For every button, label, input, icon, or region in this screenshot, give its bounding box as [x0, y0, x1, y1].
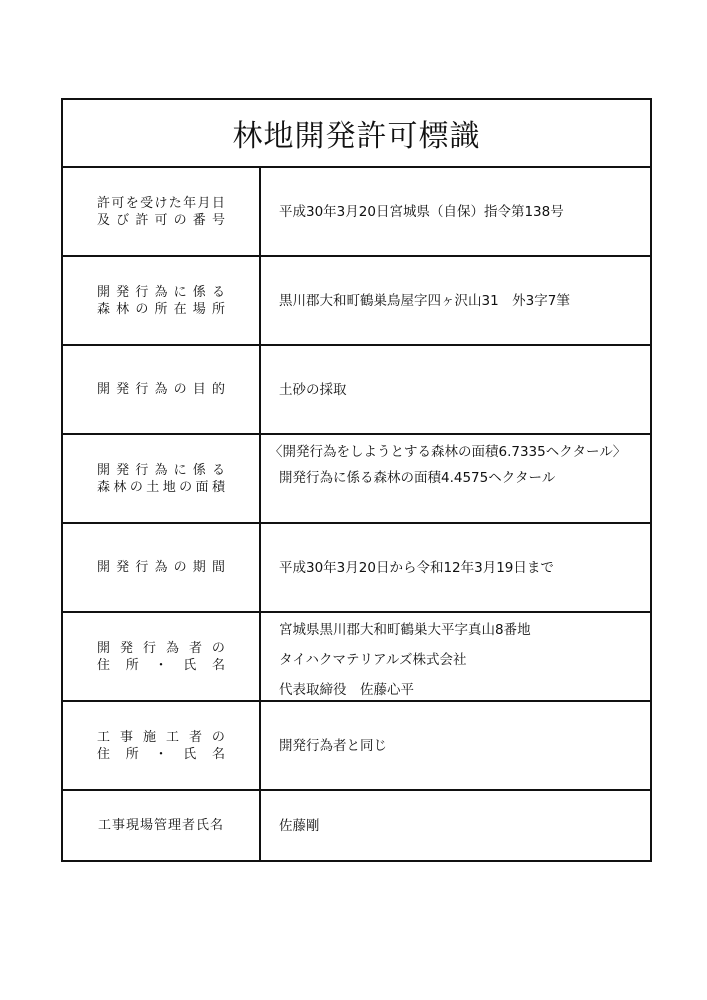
- label-char: 行: [142, 640, 156, 656]
- row-developer: [63, 613, 650, 702]
- label-char: 目: [192, 382, 206, 397]
- value-text: 開発行為者と同じ: [279, 737, 387, 754]
- label-char: 名: [211, 746, 225, 762]
- label-char: 為: [154, 284, 168, 300]
- label-char: 番: [192, 212, 206, 228]
- label-char: 開: [97, 560, 111, 575]
- label-char: 為: [165, 640, 179, 656]
- label-char: の: [173, 212, 187, 228]
- row-label: [63, 257, 261, 344]
- label-line: [97, 195, 225, 212]
- label-char: 許: [97, 195, 111, 211]
- row-value: [261, 257, 650, 344]
- label-char: 行: [135, 462, 149, 478]
- label-char: 月: [197, 195, 211, 211]
- label-char: 開: [97, 640, 111, 656]
- label-char: ・: [154, 657, 168, 673]
- label-char: 期: [192, 560, 206, 575]
- row-value: [261, 791, 650, 860]
- label-char: 所: [125, 657, 139, 673]
- label-char: 発: [116, 382, 130, 397]
- label-char: に: [173, 284, 187, 300]
- row-permit-date-number: [63, 168, 650, 257]
- label-char: 年: [183, 195, 197, 211]
- value-text: 佐藤剛: [279, 817, 320, 834]
- label-char: け: [154, 195, 168, 211]
- label-char: 開: [97, 284, 111, 300]
- row-value: [261, 435, 650, 522]
- label-char: 工: [97, 729, 111, 745]
- label-line: [97, 301, 225, 318]
- label-char: 場: [192, 301, 206, 317]
- label-char: 的: [211, 382, 225, 397]
- label-line: [97, 640, 225, 657]
- label-char: 行: [135, 560, 149, 575]
- label-line: [97, 462, 225, 479]
- value-text: 〈開発行為をしようとする森林の面積6.7335ヘクタール〉: [269, 444, 627, 460]
- label-char: る: [211, 462, 225, 478]
- label-line: [97, 729, 225, 746]
- label-line: [97, 479, 225, 496]
- row-value: [261, 702, 650, 789]
- label-char: 森: [97, 479, 111, 495]
- label-char: 森: [97, 301, 111, 317]
- label-line: [97, 746, 225, 763]
- row-label: [63, 435, 261, 522]
- value-text: 土砂の採取: [279, 381, 347, 398]
- label-char: 住: [97, 746, 111, 762]
- label-char: の: [211, 640, 225, 656]
- row-label: [63, 702, 261, 789]
- row-label: [63, 346, 261, 433]
- row-value: [261, 613, 650, 700]
- value-text: 黒川郡大和町鶴巣鳥屋字四ヶ沢山31 外3字7筆: [279, 292, 570, 309]
- label-char: 地: [162, 479, 176, 495]
- row-value: [261, 524, 650, 611]
- label-char: 発: [116, 462, 130, 478]
- label-char: ・: [154, 746, 168, 762]
- label-char: 所: [154, 301, 168, 317]
- label-char: 行: [135, 382, 149, 397]
- label-char: 可: [154, 212, 168, 228]
- label-char: の: [211, 729, 225, 745]
- label-line: [97, 559, 225, 576]
- label-char: 為: [154, 382, 168, 397]
- label-char: 林: [116, 301, 130, 317]
- label-char: 係: [192, 462, 206, 478]
- label-char: 及: [97, 212, 111, 228]
- value-text: タイハクマテリアルズ株式会社: [279, 652, 467, 668]
- label-char: 者: [188, 729, 202, 745]
- label-char: の: [179, 479, 193, 495]
- label-char: 積: [211, 479, 225, 495]
- label-char: 開: [97, 382, 111, 397]
- label-char: 氏: [183, 657, 197, 673]
- row-contractor: [63, 702, 650, 791]
- label-char: 者: [188, 640, 202, 656]
- label-char: 許: [135, 212, 149, 228]
- label-char: 発: [116, 284, 130, 300]
- label-char: 発: [119, 640, 133, 656]
- label-char: を: [125, 195, 139, 211]
- label-char: 号: [211, 212, 225, 228]
- row-value: [261, 168, 650, 255]
- row-forest-location: [63, 257, 650, 346]
- value-text: 代表取締役 佐藤心平: [279, 682, 414, 698]
- label-char: 所: [125, 746, 139, 762]
- label-char: び: [116, 212, 130, 228]
- permit-sign-table: [61, 98, 652, 862]
- label-char: 林: [113, 479, 127, 495]
- label-char: 為: [154, 560, 168, 575]
- label-char: 間: [211, 560, 225, 575]
- label-char: 面: [195, 479, 209, 495]
- label-char: の: [173, 382, 187, 397]
- label-char: 在: [173, 301, 187, 317]
- label-line: [97, 657, 225, 674]
- value-text: 平成30年3月20日宮城県（自保）指令第138号: [279, 203, 564, 220]
- row-label: [63, 791, 261, 860]
- label-char: 工: [165, 729, 179, 745]
- row-value: [261, 346, 650, 433]
- row-label: [63, 613, 261, 700]
- row-label: [63, 168, 261, 255]
- label-char: 行: [135, 284, 149, 300]
- label-char: 氏: [183, 746, 197, 762]
- label-char: 為: [154, 462, 168, 478]
- label-char: 受: [140, 195, 154, 211]
- label-char: に: [173, 462, 187, 478]
- row-site-manager: [63, 791, 650, 860]
- label-char: 日: [211, 195, 225, 211]
- value-text: 開発行為に係る森林の面積4.4575ヘクタール: [279, 470, 556, 486]
- value-text: 宮城県黒川郡大和町鶴巣大平字真山8番地: [279, 622, 531, 638]
- label-char: 土: [146, 479, 160, 495]
- value-text: 平成30年3月20日から令和12年3月19日まで: [279, 559, 554, 576]
- label-line: 工事現場管理者氏名: [97, 818, 224, 833]
- label-line: [97, 212, 225, 229]
- label-char: 係: [192, 284, 206, 300]
- row-purpose: [63, 346, 650, 435]
- label-char: の: [129, 479, 143, 495]
- label-char: 開: [97, 462, 111, 478]
- sign-title: 林地開発許可標識: [63, 100, 650, 168]
- label-char: 事: [119, 729, 133, 745]
- label-char: の: [173, 560, 187, 575]
- row-period: [63, 524, 650, 613]
- label-line: [97, 284, 225, 301]
- label-char: の: [135, 301, 149, 317]
- label-char: た: [168, 195, 182, 211]
- row-forest-area: [63, 435, 650, 524]
- label-char: 所: [211, 301, 225, 317]
- label-char: 施: [142, 729, 156, 745]
- label-char: 住: [97, 657, 111, 673]
- label-char: 名: [211, 657, 225, 673]
- label-char: 発: [116, 560, 130, 575]
- label-char: 可: [111, 195, 125, 211]
- label-line: [97, 381, 225, 398]
- label-char: る: [211, 284, 225, 300]
- row-label: [63, 524, 261, 611]
